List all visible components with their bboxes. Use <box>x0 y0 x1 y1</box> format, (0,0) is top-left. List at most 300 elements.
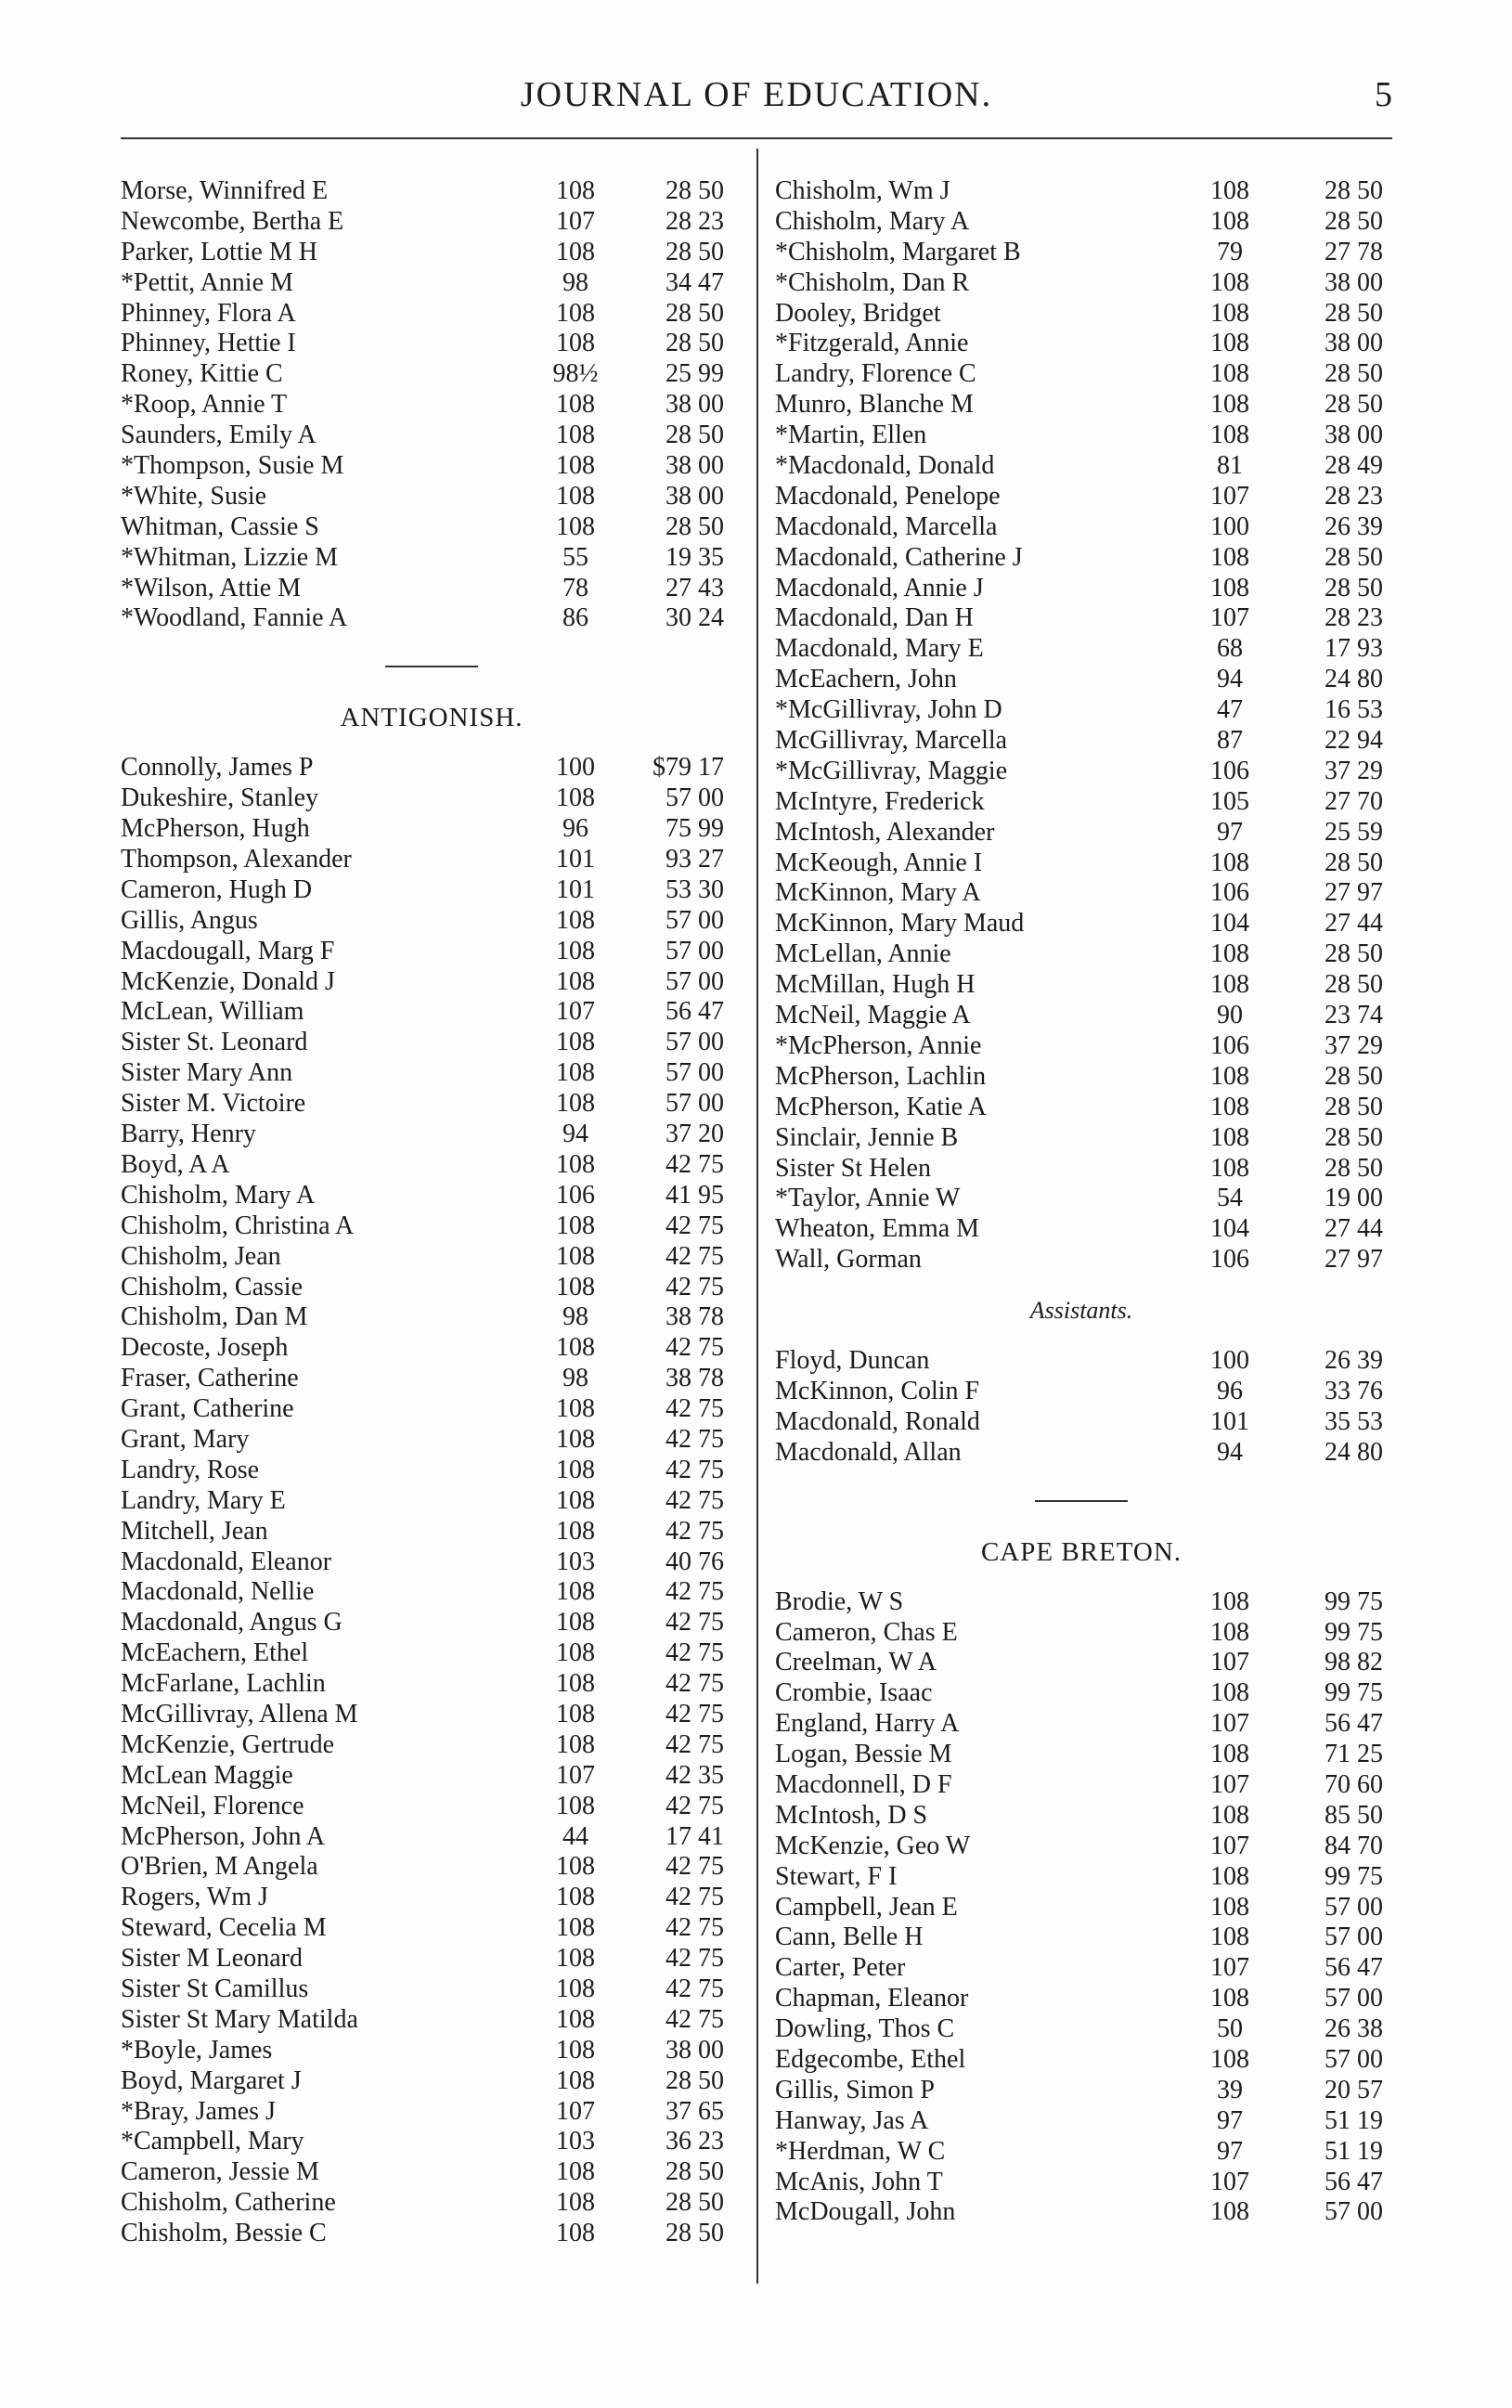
entry-amount: 24 80 <box>1325 665 1383 694</box>
list-item <box>121 451 743 482</box>
list-item <box>775 329 1388 359</box>
entry-amount: 40 76 <box>666 1547 724 1576</box>
entry-amount: 56 47 <box>1325 1709 1383 1739</box>
entry-name: Fraser, Catherine <box>121 1364 299 1393</box>
entry-amount: 57 00 <box>666 1028 724 1057</box>
list-item <box>775 603 1388 634</box>
entry-amount: 42 75 <box>666 1272 724 1301</box>
entry-name: McDougall, John <box>775 2197 956 2227</box>
entry-days: 108 <box>556 1699 595 1728</box>
entry-amount: 57 00 <box>666 783 724 813</box>
entry-days: 96 <box>1217 1376 1243 1405</box>
entry-amount: 42 75 <box>666 1913 724 1943</box>
list-item <box>775 1184 1388 1214</box>
entry-days: 108 <box>1210 1092 1249 1121</box>
list-item <box>775 1740 1388 1770</box>
list-item <box>775 1587 1388 1618</box>
entry-amount: 38 00 <box>666 2035 724 2065</box>
entry-days: 108 <box>556 905 595 935</box>
entry-name: Chisholm, Bessie C <box>121 2219 327 2248</box>
entry-name: *Taylor, Annie W <box>775 1184 961 1213</box>
entry-days: 98 <box>562 267 588 297</box>
list-item <box>121 1486 743 1517</box>
entry-days: 97 <box>1217 817 1243 847</box>
entry-name: *Pettit, Annie M <box>121 267 293 297</box>
entry-name: McMillan, Hugh H <box>775 970 976 1000</box>
entry-amount: 27 43 <box>666 573 724 602</box>
list-item <box>775 1618 1388 1649</box>
entry-days: 108 <box>1210 298 1249 328</box>
list-item <box>121 574 743 604</box>
entry-name: Whitman, Cassie S <box>121 511 319 541</box>
entry-days: 55 <box>562 542 588 572</box>
entry-name: Stewart, F I <box>775 1861 898 1891</box>
entry-days: 107 <box>556 1760 595 1790</box>
list-item <box>121 845 743 875</box>
list-item <box>121 1302 743 1333</box>
entry-name: Hanway, Jas A <box>775 2105 929 2135</box>
entry-days: 108 <box>556 783 595 813</box>
entry-amount: 93 27 <box>666 845 724 874</box>
entry-name: McKeough, Annie I <box>775 848 983 877</box>
list-item <box>775 1923 1388 1953</box>
list-item <box>775 1438 1388 1469</box>
entry-amount: 56 47 <box>1325 1953 1383 1983</box>
entry-name: Macdonnell, D F <box>775 1769 952 1799</box>
entry-amount: 16 53 <box>1325 695 1383 725</box>
entry-name: Boyd, Margaret J <box>121 2065 302 2095</box>
list-item <box>121 482 743 512</box>
list-item <box>121 1913 743 1944</box>
entry-name: Brodie, W S <box>775 1586 904 1616</box>
entry-amount: 84 70 <box>1325 1831 1383 1860</box>
list-item <box>775 1245 1388 1275</box>
entry-name: Macdonald, Penelope <box>775 481 1001 511</box>
entry-amount: 28 50 <box>1325 390 1383 420</box>
entry-name: Macdonald, Nellie <box>121 1577 315 1607</box>
entry-amount: 42 75 <box>666 1333 724 1363</box>
entry-amount: 57 00 <box>666 905 724 935</box>
entry-days: 108 <box>1210 1061 1249 1091</box>
list-item <box>121 2005 743 2036</box>
entry-amount: 98 82 <box>1325 1648 1383 1677</box>
entry-days: 108 <box>556 1272 595 1301</box>
entry-name: *Whitman, Lizzie M <box>121 542 339 572</box>
entry-name: Wall, Gorman <box>775 1245 922 1275</box>
entry-days: 108 <box>1210 421 1249 450</box>
entry-name: McNeil, Maggie A <box>775 1001 971 1030</box>
entry-days: 108 <box>1210 542 1249 572</box>
entry-days: 108 <box>1210 1617 1249 1647</box>
entry-name: McKenzie, Geo W <box>775 1831 971 1860</box>
entry-name: Crombie, Isaac <box>775 1678 933 1708</box>
entry-days: 105 <box>1210 786 1249 816</box>
antigonish-list <box>121 753 743 2249</box>
entry-days: 90 <box>1217 1001 1243 1030</box>
entry-amount: 26 39 <box>1325 1346 1383 1376</box>
list-item <box>121 753 743 783</box>
entry-days: 107 <box>1210 1953 1249 1983</box>
entry-days: 94 <box>1217 665 1243 694</box>
entry-days: 101 <box>1210 1406 1249 1436</box>
entry-days: 108 <box>556 936 595 965</box>
entry-days: 101 <box>556 874 595 904</box>
list-item <box>121 1211 743 1242</box>
entry-days: 107 <box>556 206 595 236</box>
entry-amount: 42 75 <box>666 1394 724 1424</box>
entry-amount: 17 41 <box>666 1821 724 1851</box>
entry-days: 108 <box>556 421 595 450</box>
entry-name: Gillis, Angus <box>121 905 258 935</box>
entry-amount: 42 75 <box>666 1424 724 1454</box>
list-item <box>775 207 1388 238</box>
entry-name: Landry, Mary E <box>121 1485 286 1515</box>
entry-amount: 28 50 <box>666 2065 724 2095</box>
entry-amount: 71 25 <box>1325 1740 1383 1769</box>
entry-amount: 23 74 <box>1325 1001 1383 1030</box>
list-item <box>121 937 743 967</box>
entry-name: Dooley, Bridget <box>775 298 941 328</box>
list-item <box>775 1214 1388 1245</box>
list-item <box>775 574 1388 604</box>
list-item <box>775 1678 1388 1709</box>
entry-name: Sinclair, Jennie B <box>775 1122 959 1152</box>
entry-days: 97 <box>1217 2105 1243 2135</box>
entry-name: Cameron, Jessie M <box>121 2157 319 2187</box>
entry-name: Macdonald, Mary E <box>775 634 984 664</box>
entry-name: Macdonald, Annie J <box>775 573 984 602</box>
entry-amount: 42 75 <box>666 1669 724 1699</box>
list-item <box>121 783 743 814</box>
list-item <box>775 1770 1388 1801</box>
entry-days: 108 <box>556 511 595 541</box>
page-header <box>121 65 1392 121</box>
entry-amount: 25 99 <box>666 359 724 389</box>
entry-days: 108 <box>556 1394 595 1424</box>
entry-days: 94 <box>562 1120 588 1149</box>
entry-days: 100 <box>1210 1346 1249 1376</box>
entry-days: 108 <box>556 1516 595 1546</box>
entry-name: McLean Maggie <box>121 1760 293 1790</box>
entry-amount: 85 50 <box>1325 1800 1383 1830</box>
list-item <box>121 997 743 1028</box>
entry-days: 108 <box>1210 1122 1249 1152</box>
list-item <box>775 299 1388 330</box>
entry-name: McKinnon, Colin F <box>775 1376 980 1405</box>
entry-name: *Roop, Annie T <box>121 390 288 420</box>
entry-name: Macdonald, Eleanor <box>121 1547 332 1576</box>
list-item <box>121 512 743 543</box>
entry-amount: 25 59 <box>1325 817 1383 847</box>
entry-name: *White, Susie <box>121 481 267 511</box>
entry-amount: 28 50 <box>666 176 724 205</box>
entry-name: Chisholm, Cassie <box>121 1272 304 1301</box>
entry-amount: 27 44 <box>1325 1214 1383 1244</box>
entry-days: 47 <box>1217 695 1243 725</box>
list-item <box>121 1425 743 1456</box>
list-item <box>775 1862 1388 1893</box>
entry-amount: 56 47 <box>666 997 724 1027</box>
list-item <box>775 421 1388 451</box>
right-top-list <box>775 176 1388 1275</box>
entry-amount: 57 00 <box>1325 2044 1383 2074</box>
entry-amount: 28 50 <box>1325 939 1383 969</box>
entry-name: Steward, Cecelia M <box>121 1913 327 1943</box>
entry-amount: 41 95 <box>666 1180 724 1210</box>
entry-name: Roney, Kittie C <box>121 359 283 389</box>
list-item <box>121 299 743 330</box>
list-item <box>121 2036 743 2066</box>
list-item <box>775 787 1388 818</box>
list-item <box>775 482 1388 512</box>
entry-name: McFarlane, Lachlin <box>121 1669 326 1699</box>
entry-days: 108 <box>556 1455 595 1484</box>
entry-name: McIntosh, D S <box>775 1800 928 1830</box>
list-item <box>775 1832 1388 1862</box>
entry-amount: 28 50 <box>666 2157 724 2187</box>
entry-days: 108 <box>556 329 595 358</box>
entry-days: 107 <box>1210 1648 1249 1677</box>
entry-amount: 37 29 <box>1325 756 1383 785</box>
entry-amount: $79 17 <box>653 753 724 783</box>
entry-name: Decoste, Joseph <box>121 1333 289 1363</box>
left-top-list <box>121 176 743 634</box>
list-item <box>775 1893 1388 1923</box>
list-item <box>121 1852 743 1883</box>
entry-days: 108 <box>1210 1984 1249 2013</box>
entry-name: Gillis, Simon P <box>775 2075 935 2104</box>
subsection-title-assistants: Assistants. <box>1029 1297 1133 1325</box>
entry-days: 108 <box>1210 1586 1249 1616</box>
entry-days: 108 <box>556 451 595 481</box>
entry-name: Chisholm, Christina A <box>121 1210 355 1240</box>
list-item <box>121 1883 743 1913</box>
entry-name: Saunders, Emily A <box>121 421 317 450</box>
entry-name: Chisholm, Mary A <box>775 206 970 236</box>
header-rule <box>121 137 1392 139</box>
entry-name: Floyd, Duncan <box>775 1346 930 1376</box>
list-item <box>121 1089 743 1120</box>
entry-amount: 28 50 <box>666 421 724 450</box>
entry-days: 108 <box>1210 2044 1249 2074</box>
list-item <box>121 2127 743 2157</box>
entry-days: 96 <box>562 814 588 844</box>
entry-name: *Woodland, Fannie A <box>121 603 348 633</box>
list-item <box>121 1761 743 1792</box>
entry-name: McEachern, Ethel <box>121 1638 309 1668</box>
entry-days: 86 <box>562 603 588 633</box>
entry-name: Chisholm, Jean <box>121 1241 281 1271</box>
entry-amount: 42 75 <box>666 1608 724 1638</box>
list-item <box>121 329 743 359</box>
entry-amount: 42 75 <box>666 1944 724 1974</box>
list-item <box>121 421 743 451</box>
entry-days: 39 <box>1217 2075 1243 2104</box>
list-item <box>121 2066 743 2097</box>
list-item <box>121 1456 743 1486</box>
entry-days: 108 <box>556 1974 595 2003</box>
entry-days: 108 <box>1210 1861 1249 1891</box>
entry-amount: 28 50 <box>666 2219 724 2248</box>
entry-name: Campbell, Jean E <box>775 1892 958 1922</box>
entry-days: 108 <box>556 2035 595 2065</box>
entry-days: 108 <box>556 1791 595 1820</box>
list-item <box>775 2045 1388 2076</box>
list-item <box>775 909 1388 939</box>
list-item <box>775 1154 1388 1185</box>
entry-days: 103 <box>556 2127 595 2156</box>
entry-name: *Wilson, Attie M <box>121 573 302 602</box>
entry-amount: 42 75 <box>666 1455 724 1484</box>
entry-days: 108 <box>556 1333 595 1363</box>
list-item <box>121 1333 743 1364</box>
entry-days: 108 <box>556 1028 595 1057</box>
entry-days: 108 <box>1210 329 1249 358</box>
entry-days: 81 <box>1217 451 1243 481</box>
entry-amount: 57 00 <box>1325 2197 1383 2227</box>
section-title-antigonish: ANTIGONISH. <box>340 703 523 733</box>
list-item <box>775 1123 1388 1154</box>
entry-days: 106 <box>1210 1030 1249 1060</box>
entry-amount: 28 50 <box>1325 848 1383 877</box>
list-item <box>775 2168 1388 2198</box>
entry-days: 108 <box>556 1424 595 1454</box>
entry-name: Connolly, James P <box>121 753 314 783</box>
list-item <box>775 238 1388 268</box>
list-item <box>775 878 1388 909</box>
entry-name: Landry, Florence C <box>775 359 976 389</box>
entry-days: 108 <box>1210 390 1249 420</box>
list-item <box>775 451 1388 482</box>
list-item <box>775 1648 1388 1678</box>
entry-days: 44 <box>562 1821 588 1851</box>
list-item <box>121 1608 743 1638</box>
list-item <box>121 1547 743 1578</box>
entry-amount: 26 39 <box>1325 511 1383 541</box>
entry-name: *McGillivray, Maggie <box>775 756 1008 785</box>
entry-name: Sister M. Victoire <box>121 1089 306 1119</box>
entry-days: 108 <box>556 2188 595 2218</box>
list-item <box>121 906 743 937</box>
list-item <box>121 967 743 998</box>
entry-name: McPherson, Hugh <box>121 814 310 844</box>
entry-amount: 42 75 <box>666 1149 724 1179</box>
entry-name: Cameron, Chas E <box>775 1617 958 1647</box>
entry-amount: 75 99 <box>666 814 724 844</box>
entry-days: 108 <box>556 1058 595 1088</box>
entry-days: 50 <box>1217 2014 1243 2044</box>
list-item <box>775 665 1388 695</box>
list-item <box>775 939 1388 970</box>
list-item <box>775 390 1388 421</box>
entry-days: 54 <box>1217 1184 1243 1213</box>
entry-amount: 38 00 <box>1325 421 1383 450</box>
entry-name: Sister Mary Ann <box>121 1058 293 1088</box>
entry-amount: 38 78 <box>666 1364 724 1393</box>
entry-amount: 42 75 <box>666 1638 724 1668</box>
entry-amount: 57 00 <box>666 936 724 965</box>
entry-days: 108 <box>556 1669 595 1699</box>
list-item <box>121 1364 743 1394</box>
entry-days: 103 <box>556 1547 595 1576</box>
entry-name: Macdonald, Ronald <box>775 1406 980 1436</box>
entry-name: *Campbell, Mary <box>121 2127 304 2156</box>
list-item <box>121 268 743 299</box>
entry-name: McKenzie, Donald J <box>121 966 335 996</box>
entry-name: Cameron, Hugh D <box>121 874 313 904</box>
entry-days: 78 <box>562 573 588 602</box>
entry-days: 68 <box>1217 634 1243 664</box>
entry-days: 100 <box>1210 511 1249 541</box>
entry-name: McLellan, Annie <box>775 939 951 969</box>
list-item <box>121 390 743 421</box>
entry-name: Edgecombe, Ethel <box>775 2044 966 2074</box>
entry-days: 106 <box>1210 756 1249 785</box>
entry-amount: 28 50 <box>666 2188 724 2218</box>
entry-name: England, Harry A <box>775 1709 960 1739</box>
entry-name: Grant, Mary <box>121 1424 250 1454</box>
entry-days: 104 <box>1210 1214 1249 1244</box>
entry-amount: 38 00 <box>1325 329 1383 358</box>
entry-days: 108 <box>1210 1800 1249 1830</box>
entry-amount: 28 50 <box>666 511 724 541</box>
entry-days: 108 <box>556 1089 595 1119</box>
entry-amount: 33 76 <box>1325 1376 1383 1405</box>
entry-days: 108 <box>1210 1740 1249 1769</box>
entry-name: Morse, Winnifred E <box>121 176 329 205</box>
entry-name: Phinney, Hettie I <box>121 329 296 358</box>
list-item <box>121 603 743 634</box>
list-item <box>121 1944 743 1974</box>
list-item <box>121 1638 743 1669</box>
entry-days: 94 <box>1217 1437 1243 1467</box>
list-item <box>121 207 743 238</box>
list-item <box>775 1093 1388 1123</box>
entry-amount: 42 75 <box>666 1852 724 1882</box>
entry-amount: 42 75 <box>666 1974 724 2003</box>
entry-amount: 24 80 <box>1325 1437 1383 1467</box>
entry-days: 104 <box>1210 909 1249 939</box>
entry-name: Newcombe, Bertha E <box>121 206 344 236</box>
entry-days: 107 <box>556 997 595 1027</box>
entry-name: Sister M Leonard <box>121 1944 303 1974</box>
entry-amount: 99 75 <box>1325 1861 1383 1891</box>
entry-amount: 28 50 <box>1325 298 1383 328</box>
entry-amount: 99 75 <box>1325 1617 1383 1647</box>
entry-amount: 28 50 <box>1325 176 1383 205</box>
entry-name: Rogers, Wm J <box>121 1883 268 1912</box>
entry-amount: 27 97 <box>1325 878 1383 908</box>
list-item <box>121 176 743 207</box>
entry-name: McPherson, John A <box>121 1821 326 1851</box>
list-item <box>121 1120 743 1150</box>
entry-days: 108 <box>1210 970 1249 1000</box>
right-column <box>775 176 1388 2228</box>
entry-amount: 28 50 <box>1325 359 1383 389</box>
entry-days: 108 <box>1210 939 1249 969</box>
list-item <box>775 1407 1388 1438</box>
cape-breton-list <box>775 1587 1388 2229</box>
entry-days: 108 <box>556 1577 595 1607</box>
list-item <box>775 2197 1388 2228</box>
entry-name: Munro, Blanche M <box>775 390 974 420</box>
entry-name: Cann, Belle H <box>775 1923 924 1952</box>
journal-title: JOURNAL OF EDUCATION. <box>520 75 993 114</box>
entry-name: O'Brien, M Angela <box>121 1852 318 1882</box>
entry-days: 108 <box>556 390 595 420</box>
left-column <box>121 176 743 2249</box>
list-item <box>775 176 1388 207</box>
